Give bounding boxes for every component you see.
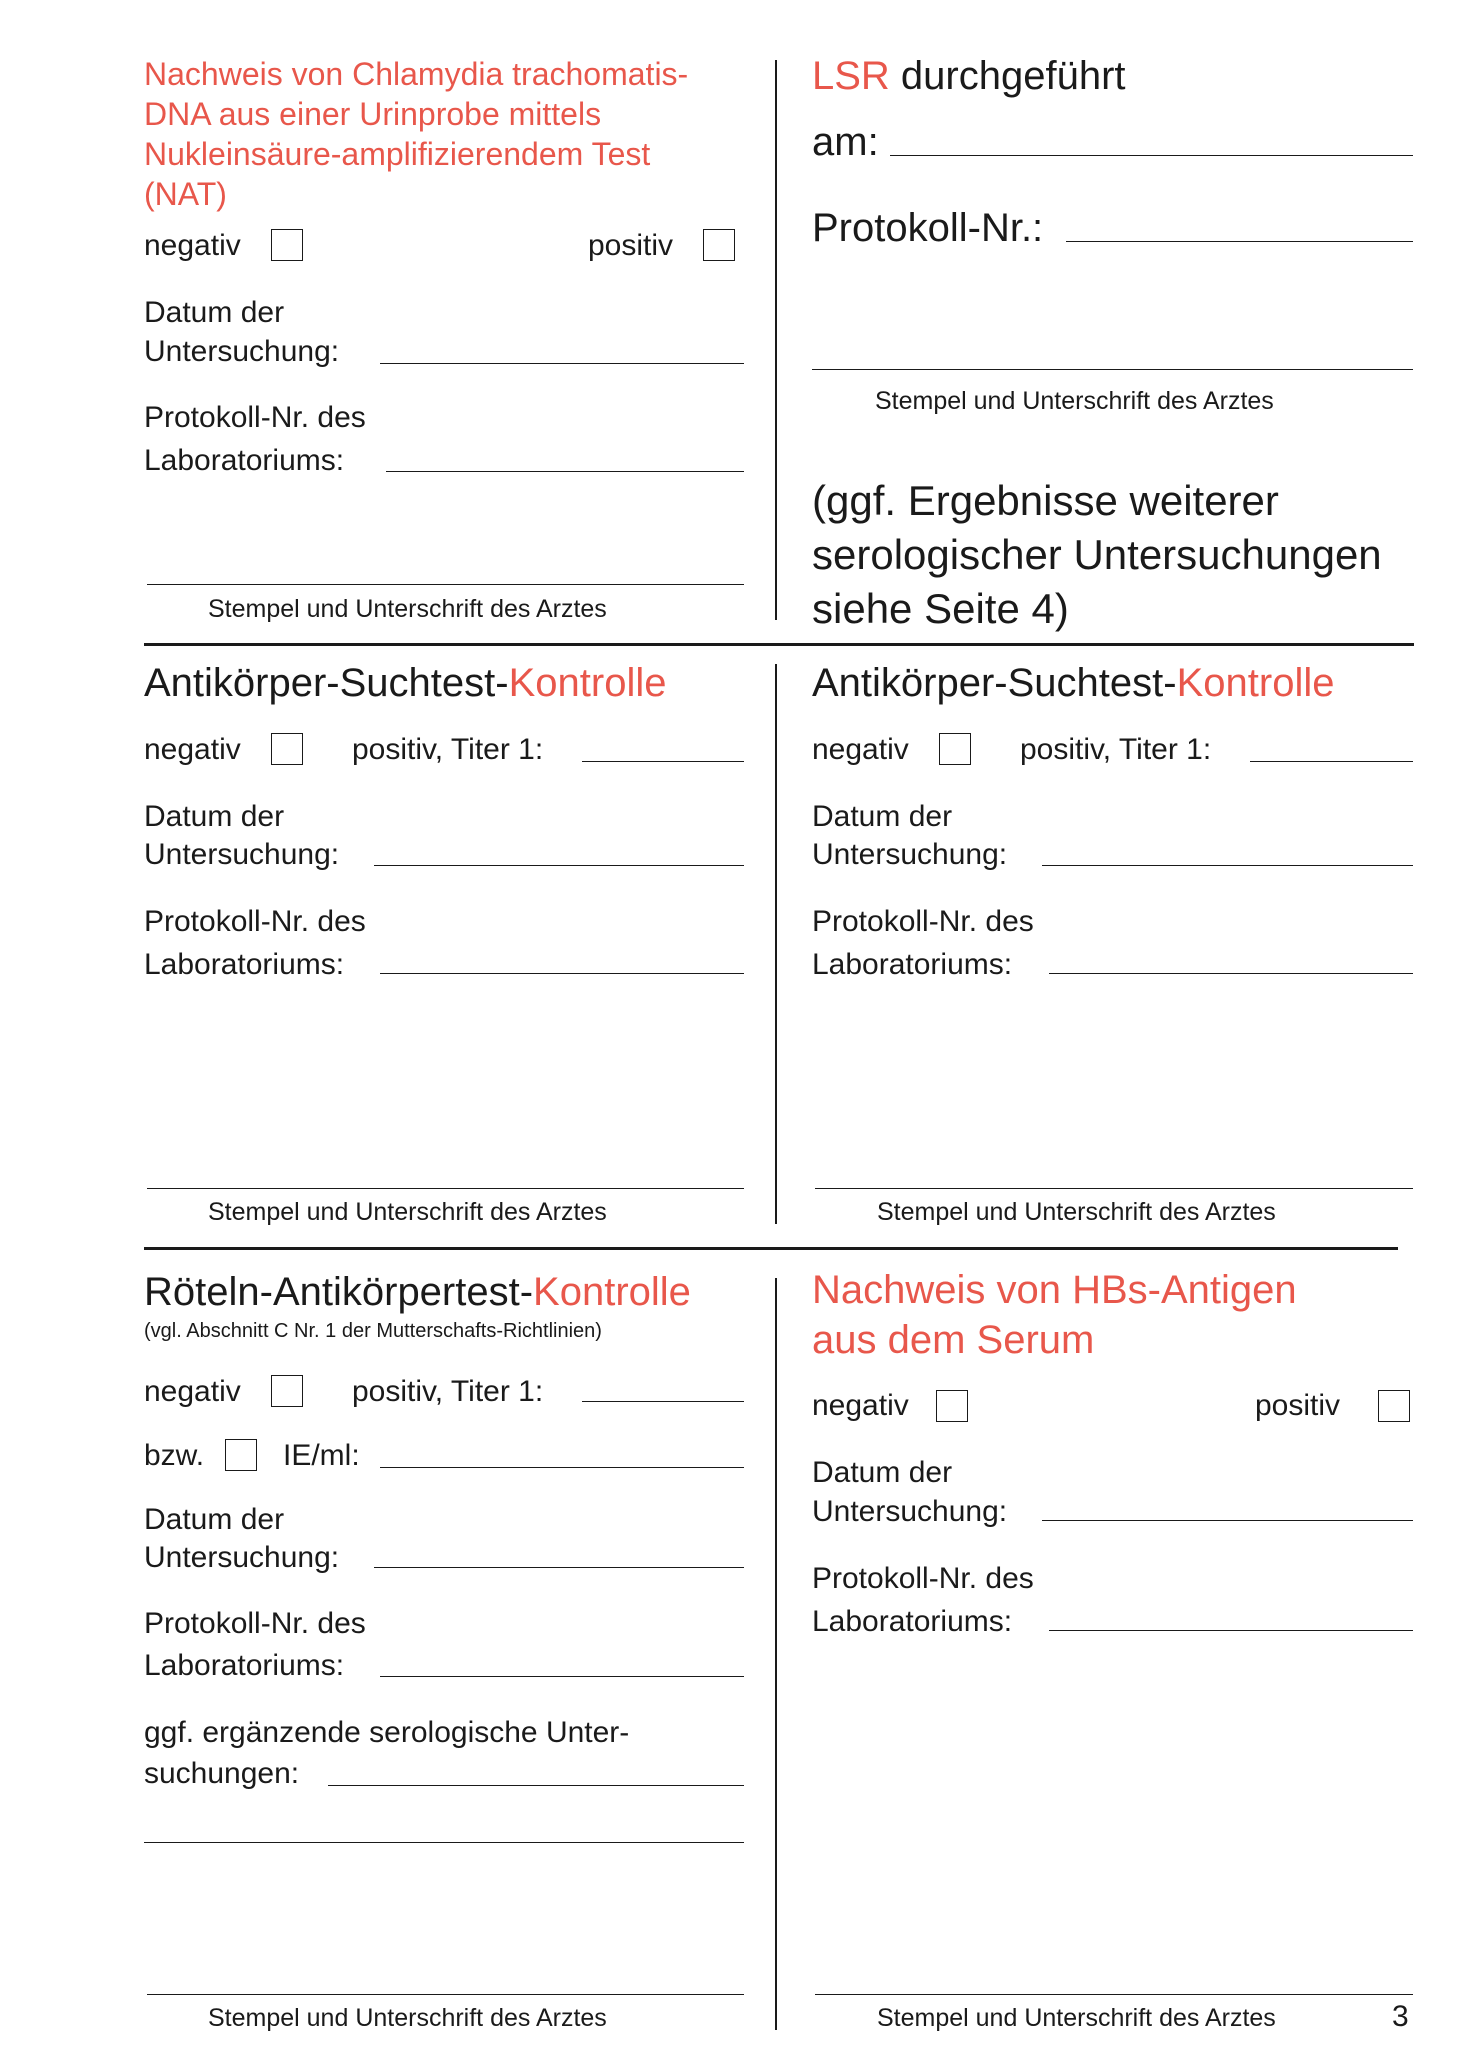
roeteln-ergaenzend-field[interactable] bbox=[328, 1785, 744, 1786]
chlamydia-positiv-checkbox[interactable] bbox=[703, 229, 735, 261]
chlamydia-positiv-label: positiv bbox=[588, 229, 674, 262]
antibody-left-protokoll-label: Protokoll-Nr. des bbox=[144, 905, 366, 938]
chlamydia-negativ-checkbox[interactable] bbox=[271, 229, 303, 261]
antibody-left-datum-label: Untersuchung: bbox=[144, 838, 340, 871]
roeteln-subtitle: (vgl. Abschnitt C Nr. 1 der Mutterschafts-Richtlinien) bbox=[144, 1320, 602, 1342]
antibody-left-protokoll-field[interactable] bbox=[380, 973, 744, 974]
hbs-positiv-label: positiv bbox=[1255, 1389, 1341, 1422]
antibody-right-protokoll-label: Protokoll-Nr. des bbox=[812, 905, 1034, 938]
antibody-right-titer-field[interactable] bbox=[1250, 761, 1413, 762]
roeteln-ergaenzend-field-2[interactable] bbox=[144, 1842, 744, 1843]
antibody-right-datum-label: Datum der bbox=[812, 800, 953, 833]
lsr-title-rest: durchgeführt bbox=[889, 54, 1126, 98]
roeteln-datum-label: Datum der bbox=[144, 1503, 285, 1536]
lsr-signature-line[interactable] bbox=[812, 369, 1413, 370]
column-divider-bottom bbox=[775, 1278, 777, 2030]
section-divider-2 bbox=[144, 1247, 1398, 1250]
antibody-left-title bbox=[144, 663, 666, 703]
chlamydia-protokoll-field[interactable] bbox=[386, 471, 744, 472]
chlamydia-title-line-3: Nukleinsäure-amplifizierendem Test bbox=[144, 136, 651, 172]
antibody-left-signature-caption: Stempel und Unterschrift des Arztes bbox=[208, 1198, 607, 1226]
hbs-datum-field[interactable] bbox=[1042, 1520, 1413, 1521]
antibody-right-negativ-label: negativ bbox=[812, 733, 909, 766]
roeteln-title-black: Röteln-Antikörpertest- bbox=[144, 1270, 534, 1314]
hbs-datum-label: Datum der bbox=[812, 1456, 953, 1489]
hbs-positiv-checkbox[interactable] bbox=[1378, 1390, 1410, 1422]
hbs-negativ-checkbox[interactable] bbox=[936, 1390, 968, 1422]
antibody-left-titer-field[interactable] bbox=[582, 761, 744, 762]
antibody-left-title-red: Kontrolle bbox=[508, 661, 667, 705]
roeteln-ieml-field[interactable] bbox=[380, 1467, 744, 1468]
roeteln-signature-caption: Stempel und Unterschrift des Arztes bbox=[208, 2004, 607, 2032]
chlamydia-datum-label: Datum der bbox=[144, 296, 285, 329]
roeteln-bzw-checkbox[interactable] bbox=[225, 1439, 257, 1471]
hbs-protokoll-label: Protokoll-Nr. des bbox=[812, 1562, 1034, 1595]
roeteln-datum-label: Untersuchung: bbox=[144, 1541, 340, 1574]
chlamydia-signature-line[interactable] bbox=[147, 584, 744, 585]
roeteln-protokoll-field[interactable] bbox=[380, 1676, 744, 1677]
antibody-left-datum-field[interactable] bbox=[374, 865, 744, 866]
antibody-right-datum-field[interactable] bbox=[1042, 865, 1413, 866]
antibody-right-title bbox=[812, 663, 1334, 703]
column-divider-middle bbox=[775, 664, 777, 1224]
column-divider-top bbox=[775, 60, 777, 620]
lsr-protokoll-field[interactable] bbox=[1066, 241, 1413, 242]
page-number: 3 bbox=[1392, 2000, 1409, 2033]
antibody-right-negativ-checkbox[interactable] bbox=[939, 733, 971, 765]
hbs-protokoll-label: Laboratoriums: bbox=[812, 1605, 1013, 1638]
hbs-title-line-1: Nachweis von HBs-Antigen bbox=[812, 1268, 1297, 1312]
antibody-right-protokoll-field[interactable] bbox=[1049, 973, 1413, 974]
chlamydia-datum-field[interactable] bbox=[380, 363, 744, 364]
antibody-left-signature-line[interactable] bbox=[147, 1188, 744, 1189]
chlamydia-title-line-4: (NAT) bbox=[144, 176, 227, 212]
antibody-left-negativ-label: negativ bbox=[144, 733, 241, 766]
roeteln-ergaenzend-label: ggf. ergänzende serologische Unter- bbox=[144, 1716, 630, 1749]
lsr-am-field[interactable] bbox=[890, 155, 1413, 156]
roeteln-datum-field[interactable] bbox=[374, 1567, 744, 1568]
roeteln-bzw-label: bzw. bbox=[144, 1439, 205, 1472]
chlamydia-datum-label: Untersuchung: bbox=[144, 335, 340, 368]
antibody-right-title-red: Kontrolle bbox=[1176, 661, 1335, 705]
roeteln-titer-label: positiv, Titer 1: bbox=[352, 1375, 544, 1408]
antibody-right-datum-label: Untersuchung: bbox=[812, 838, 1008, 871]
antibody-left-protokoll-label: Laboratoriums: bbox=[144, 948, 345, 981]
antibody-right-title-black: Antikörper-Suchtest- bbox=[812, 661, 1177, 705]
antibody-left-title-black: Antikörper-Suchtest- bbox=[144, 661, 509, 705]
roeteln-protokoll-label: Protokoll-Nr. des bbox=[144, 1607, 366, 1640]
antibody-right-signature-caption: Stempel und Unterschrift des Arztes bbox=[877, 1198, 1276, 1226]
hbs-datum-label: Untersuchung: bbox=[812, 1495, 1008, 1528]
hbs-title-line-2: aus dem Serum bbox=[812, 1318, 1095, 1362]
roeteln-negativ-label: negativ bbox=[144, 1375, 241, 1408]
roeteln-protokoll-label: Laboratoriums: bbox=[144, 1649, 345, 1682]
lsr-title-red: LSR bbox=[812, 54, 890, 98]
antibody-left-titer-label: positiv, Titer 1: bbox=[352, 733, 544, 766]
roeteln-titer-field[interactable] bbox=[582, 1401, 744, 1402]
roeteln-title bbox=[144, 1272, 691, 1312]
lsr-note-line-3: siehe Seite 4) bbox=[812, 585, 1069, 632]
antibody-right-signature-line[interactable] bbox=[815, 1188, 1413, 1189]
chlamydia-protokoll-label: Protokoll-Nr. des bbox=[144, 401, 366, 434]
hbs-negativ-label: negativ bbox=[812, 1389, 909, 1422]
hbs-protokoll-field[interactable] bbox=[1049, 1630, 1413, 1631]
lsr-note-line-2: serologischer Untersuchungen bbox=[812, 531, 1382, 578]
chlamydia-protokoll-label: Laboratoriums: bbox=[144, 444, 345, 477]
roeteln-negativ-checkbox[interactable] bbox=[271, 1375, 303, 1407]
chlamydia-signature-caption: Stempel und Unterschrift des Arztes bbox=[208, 595, 607, 623]
hbs-signature-caption: Stempel und Unterschrift des Arztes bbox=[877, 2004, 1276, 2032]
antibody-right-protokoll-label: Laboratoriums: bbox=[812, 948, 1013, 981]
lsr-signature-caption: Stempel und Unterschrift des Arztes bbox=[875, 387, 1274, 415]
lsr-am-label: am: bbox=[812, 120, 879, 164]
roeteln-ieml-label: IE/ml: bbox=[283, 1439, 360, 1472]
roeteln-title-red: Kontrolle bbox=[533, 1270, 691, 1314]
hbs-signature-line[interactable] bbox=[815, 1994, 1413, 1995]
chlamydia-title-line-2: DNA aus einer Urinprobe mittels bbox=[144, 96, 602, 132]
chlamydia-negativ-label: negativ bbox=[144, 229, 241, 262]
roeteln-ergaenzend-label: suchungen: bbox=[144, 1757, 300, 1790]
section-divider-1 bbox=[144, 643, 1414, 646]
lsr-protokoll-label: Protokoll-Nr.: bbox=[812, 206, 1044, 250]
lsr-title bbox=[812, 56, 1126, 96]
antibody-left-negativ-checkbox[interactable] bbox=[271, 733, 303, 765]
lsr-note-line-1: (ggf. Ergebnisse weiterer bbox=[812, 477, 1279, 524]
antibody-left-datum-label: Datum der bbox=[144, 800, 285, 833]
roeteln-signature-line[interactable] bbox=[147, 1994, 744, 1995]
chlamydia-title-line-1: Nachweis von Chlamydia trachomatis- bbox=[144, 56, 689, 92]
antibody-right-titer-label: positiv, Titer 1: bbox=[1020, 733, 1212, 766]
